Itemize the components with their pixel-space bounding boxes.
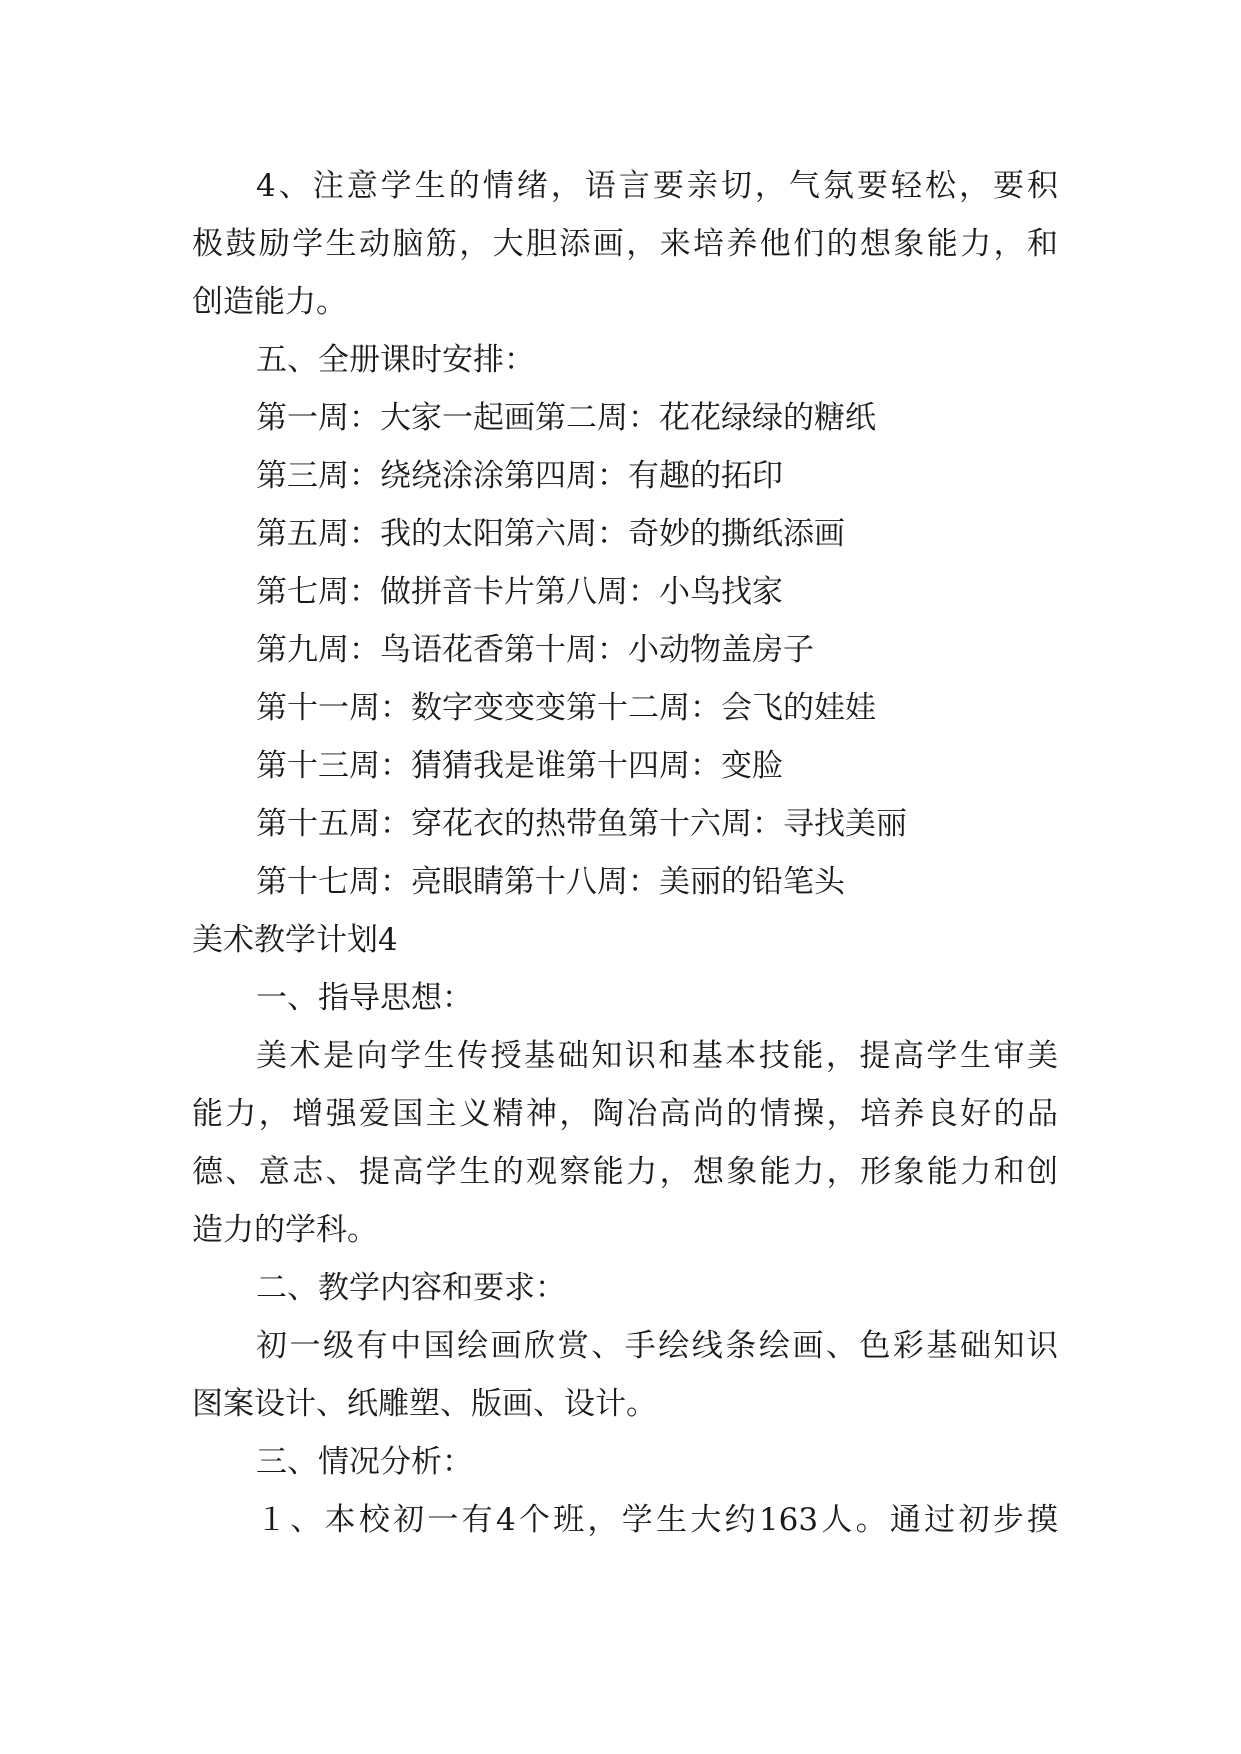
schedule-line: 第十三周：猜猜我是谁第十四周：变脸 bbox=[256, 748, 783, 784]
paragraph-line: 创造能力。 bbox=[192, 284, 347, 320]
paragraph-line: 能力，增强爱国主义精神，陶冶高尚的情操，培养良好的品 bbox=[192, 1096, 1058, 1132]
paragraph-line: 初一级有中国绘画欣赏、手绘线条绘画、色彩基础知识 bbox=[256, 1328, 1058, 1364]
schedule-line: 第九周：鸟语花香第十周：小动物盖房子 bbox=[256, 632, 814, 668]
paragraph-line: 德、意志、提高学生的观察能力，想象能力，形象能力和创 bbox=[192, 1154, 1058, 1190]
section-heading: 三、情况分析： bbox=[256, 1444, 473, 1480]
paragraph-line: 图案设计、纸雕塑、版画、设计。 bbox=[192, 1386, 657, 1422]
schedule-line: 第十五周：穿花衣的热带鱼第十六周：寻找美丽 bbox=[256, 806, 907, 842]
schedule-line: 第一周：大家一起画第二周：花花绿绿的糖纸 bbox=[256, 400, 876, 436]
paragraph-line: 4、注意学生的情绪，语言要亲切，气氛要轻松，要积 bbox=[256, 168, 1058, 204]
schedule-line: 第十一周：数字变变变第十二周：会飞的娃娃 bbox=[256, 690, 876, 726]
paragraph-line: １、本校初一有4个班，学生大约163人。通过初步摸 bbox=[256, 1502, 1058, 1538]
section-heading: 五、全册课时安排： bbox=[256, 342, 535, 378]
schedule-line: 第十七周：亮眼睛第十八周：美丽的铅笔头 bbox=[256, 864, 845, 900]
paragraph-line: 极鼓励学生动脑筋，大胆添画，来培养他们的想象能力，和 bbox=[192, 226, 1058, 262]
document-title: 美术教学计划4 bbox=[192, 922, 398, 958]
section-heading: 二、教学内容和要求： bbox=[256, 1270, 566, 1306]
schedule-line: 第五周：我的太阳第六周：奇妙的撕纸添画 bbox=[256, 516, 845, 552]
section-heading: 一、指导思想： bbox=[256, 980, 473, 1016]
paragraph-line: 造力的学科。 bbox=[192, 1212, 378, 1248]
schedule-line: 第三周：绕绕涂涂第四周：有趣的拓印 bbox=[256, 458, 783, 494]
schedule-line: 第七周：做拼音卡片第八周：小鸟找家 bbox=[256, 574, 783, 610]
paragraph-line: 美术是向学生传授基础知识和基本技能，提高学生审美 bbox=[256, 1038, 1058, 1074]
